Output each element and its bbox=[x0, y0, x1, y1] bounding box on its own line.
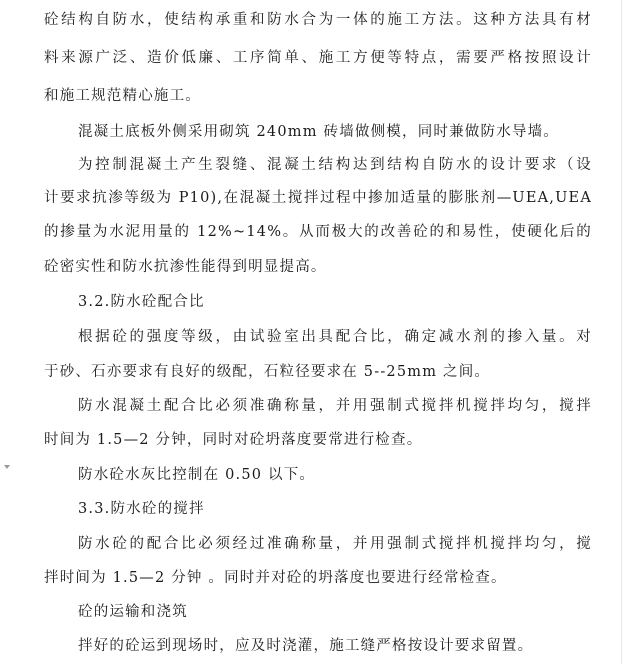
section-heading: 3.2.防水砼配合比 bbox=[78, 294, 205, 310]
body-text-line: 砼结构自防水，使结构承重和防水合为一体的施工方法。这种方法具有材 bbox=[44, 12, 592, 28]
body-text-line: 防水混凝土配合比必须准确称量，并用强制式搅拌机搅拌均匀，搅拌 bbox=[78, 398, 592, 414]
body-text-line: 计要求抗渗等级为 P10),在混凝土搅拌过程中掺加适量的膨胀剂—UEA,UEA bbox=[44, 190, 592, 206]
body-text-line: 于砂、石亦要求有良好的级配，石粒径要求在 5--25mm 之间。 bbox=[44, 364, 491, 380]
body-text-line: 时间为 1.5—2 分钟，同时对砼坍落度要常进行检查。 bbox=[44, 432, 423, 448]
body-text-line: 拌好的砼运到现场时，应及时浇灌，施工缝严格按设计要求留置。 bbox=[78, 638, 534, 654]
body-text-line: 防水砼的配合比必须经过准确称量，并用强制式搅拌机搅拌均匀，搅 bbox=[78, 536, 592, 552]
section-heading: 3.3.防水砼的搅拌 bbox=[78, 501, 205, 517]
section-heading: 砼的运输和浇筑 bbox=[78, 604, 188, 620]
body-text-line: 砼密实性和防水抗渗性能得到明显提高。 bbox=[44, 259, 327, 275]
body-text-line: 混凝土底板外侧采用砌筑 240mm 砖墙做侧模，同时兼做防水导墙。 bbox=[78, 124, 559, 140]
paragraph-collapse-icon[interactable] bbox=[4, 465, 10, 469]
body-text-line: 的掺量为水泥用量的 12%~14%。从而极大的改善砼的和易性，使硬化后的 bbox=[44, 224, 592, 240]
body-text-line: 和施工规范精心施工。 bbox=[44, 88, 201, 104]
body-text-line: 防水砼水灰比控制在 0.50 以下。 bbox=[78, 467, 316, 483]
body-text-line: 根据砼的强度等级，由试验室出具配合比，确定减水剂的掺入量。对 bbox=[78, 329, 592, 345]
body-text-line: 料来源广泛、造价低廉、工序简单、施工方便等特点，需要严格按照设计 bbox=[44, 50, 592, 66]
body-text-line: 为控制混凝土产生裂缝、混凝土结构达到结构自防水的设计要求（设 bbox=[78, 157, 592, 173]
body-text-line: 拌时间为 1.5—2 分钟 。同时并对砼的坍落度也要进行经常检查。 bbox=[44, 570, 507, 586]
